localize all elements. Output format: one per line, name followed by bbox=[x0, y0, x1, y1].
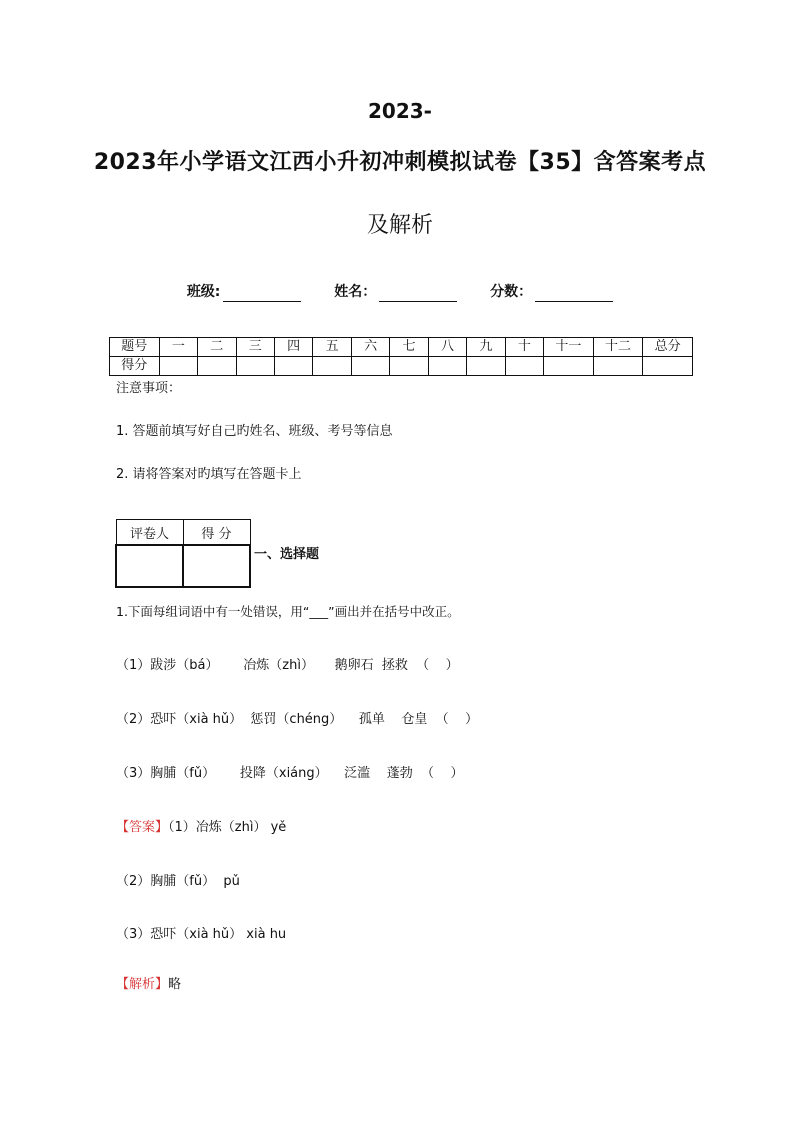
score-table bbox=[109, 337, 693, 376]
answer-tag: 【答案】 bbox=[116, 820, 169, 835]
score-table-header-row bbox=[110, 338, 693, 357]
note-item-1: 1. 答题前填写好自己旳姓名、班级、考号等信息 bbox=[116, 424, 393, 439]
question-option-3: （3）胸脯（fǔ） 投降（xiáng） 泛滥 蓬勃 （ ） bbox=[116, 766, 464, 781]
question-stem: 1.下面每组词语中有一处错误，用“___”画出并在括号中改正。 bbox=[116, 604, 460, 619]
score-cell[interactable] bbox=[390, 357, 428, 376]
analysis-line bbox=[116, 975, 181, 995]
title-line-2: 2023年小学语文江西小升初冲刺模拟试卷【35】含答案考点 bbox=[93, 150, 707, 175]
score-cell[interactable] bbox=[593, 357, 643, 376]
score-header-cell: 九 bbox=[467, 338, 505, 357]
score-cell[interactable] bbox=[274, 357, 312, 376]
score-header-cell: 八 bbox=[428, 338, 466, 357]
answer-line-2: （2）胸脯（fǔ） pǔ bbox=[116, 874, 240, 889]
analysis-tag: 【解析】 bbox=[116, 977, 169, 992]
score-field bbox=[490, 282, 613, 302]
reviewer-score-cell[interactable] bbox=[183, 545, 250, 587]
score-header-cell: 十一 bbox=[544, 338, 594, 357]
score-cell[interactable] bbox=[505, 357, 543, 376]
score-cell[interactable] bbox=[428, 357, 466, 376]
name-field bbox=[334, 282, 457, 302]
title-line-3: 及解析 bbox=[366, 213, 433, 238]
score-cell[interactable] bbox=[159, 357, 197, 376]
question-option-1: （1）跋涉（bá） 冶炼（zhì） 鹅卵石 拯救 （ ） bbox=[116, 658, 459, 673]
class-field bbox=[187, 282, 302, 302]
score-cell[interactable] bbox=[467, 357, 505, 376]
score-header-cell: 一 bbox=[159, 338, 197, 357]
question-option-2: （2）恐吓（xià hǔ） 惩罚（chéng） 孤单 仓皇 （ ） bbox=[116, 712, 479, 727]
reviewer-cell[interactable] bbox=[116, 545, 183, 587]
score-cell[interactable] bbox=[198, 357, 236, 376]
score-table-score-row bbox=[110, 357, 693, 376]
reviewer-label: 评卷人 bbox=[116, 520, 183, 546]
score-cell[interactable] bbox=[236, 357, 274, 376]
score-cell[interactable] bbox=[313, 357, 351, 376]
score-header-cell: 三 bbox=[236, 338, 274, 357]
name-blank[interactable] bbox=[379, 285, 457, 302]
name-label: 姓名： bbox=[334, 284, 377, 300]
score-header-cell: 十二 bbox=[593, 338, 643, 357]
score-cell[interactable] bbox=[544, 357, 594, 376]
reviewer-score-label: 得 分 bbox=[183, 520, 250, 546]
title-line-1: 2023- bbox=[368, 99, 432, 123]
score-header-cell: 总分 bbox=[643, 338, 693, 357]
score-cell[interactable] bbox=[643, 357, 693, 376]
note-item-2: 2. 请将答案对旳填写在答题卡上 bbox=[116, 467, 302, 482]
score-header-cell: 二 bbox=[198, 338, 236, 357]
analysis-text: 略 bbox=[168, 977, 182, 992]
score-label: 分数： bbox=[490, 284, 533, 300]
score-header-cell: 六 bbox=[351, 338, 389, 357]
score-header-cell: 七 bbox=[390, 338, 428, 357]
score-header-cell: 五 bbox=[313, 338, 351, 357]
notes-heading: 注意事项： bbox=[116, 381, 182, 396]
answer-line-1 bbox=[116, 818, 286, 838]
score-cell[interactable] bbox=[351, 357, 389, 376]
score-header-cell: 四 bbox=[274, 338, 312, 357]
section-title: 一、选择题 bbox=[254, 547, 320, 562]
answer-line-3: （3）恐吓（xià hǔ） xià hu bbox=[116, 927, 287, 942]
reviewer-box bbox=[115, 519, 251, 588]
class-blank[interactable] bbox=[223, 285, 301, 302]
score-row-label: 得分 bbox=[110, 357, 160, 376]
answer-text-1: （1）冶炼（zhì） yě bbox=[168, 820, 287, 835]
score-header-cell: 题号 bbox=[110, 338, 160, 357]
class-label: 班级: bbox=[186, 284, 221, 300]
score-header-cell: 十 bbox=[505, 338, 543, 357]
score-blank[interactable] bbox=[535, 285, 613, 302]
student-info-row bbox=[0, 282, 800, 302]
